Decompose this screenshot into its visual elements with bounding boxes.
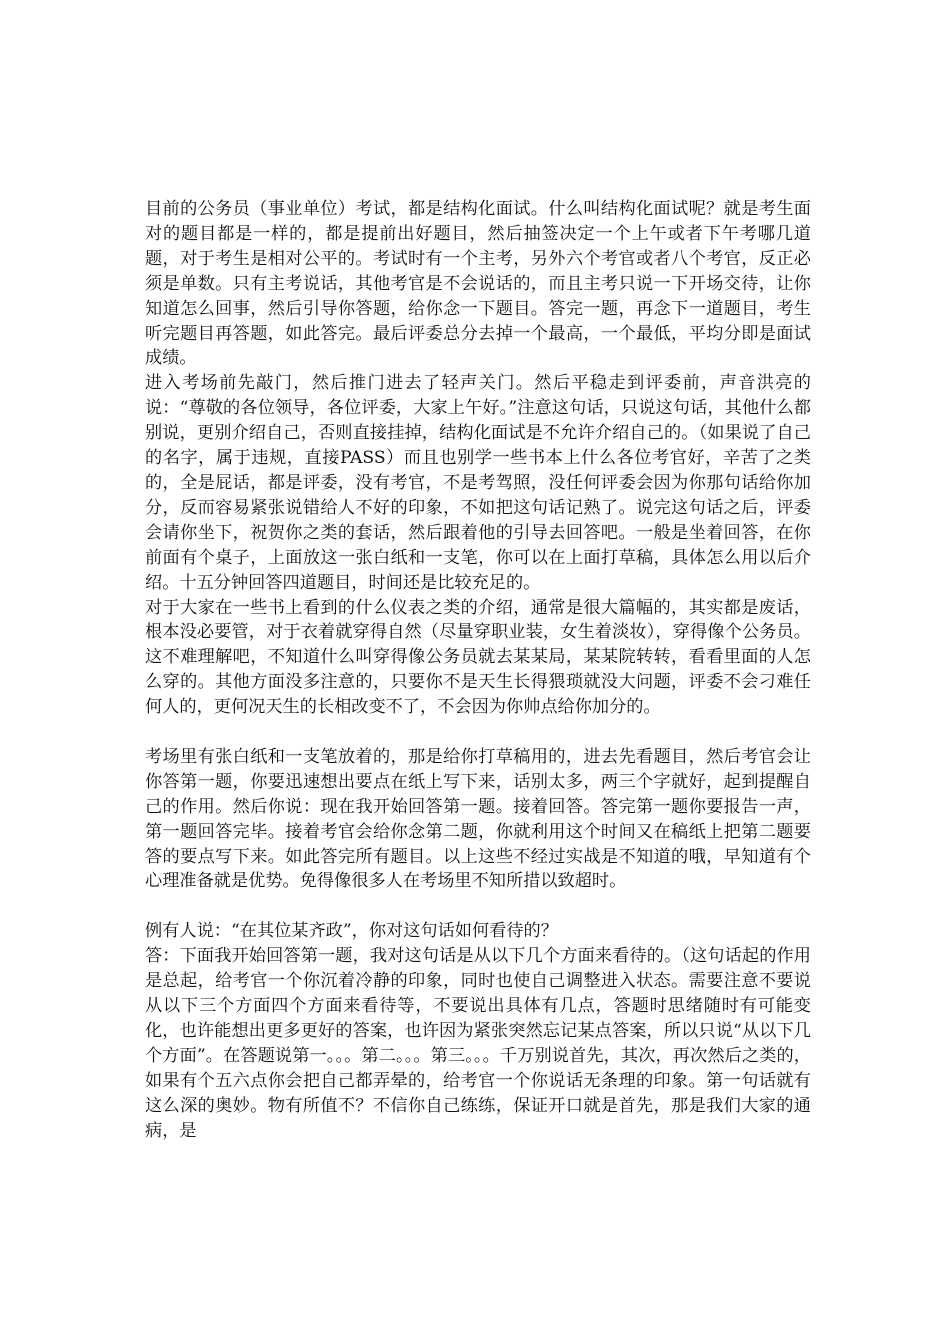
paragraph-appearance-advice: 对于大家在一些书上看到的什么仪表之类的介绍，通常是很大篇幅的，其实都是废话，根本没必要管，对于衣着就穿得自然（尽量穿职业装，女生着淡妆），穿得像个公务员。这不难理解吧，不知道什么叫穿得像公务员就去某某局，某某院转转，看看里面的人怎么穿的。其他方面没多注意的，只要你不是天生长得猥琐就没大问题，评委不会刁难任何人的，更何况天生的长相改变不了，不会因为你帅点给你加分的。 — [145, 597, 811, 718]
paragraph-example-answer: 答：下面我开始回答第一题，我对这句话是从以下几个方面来看待的。（这句话起的作用是总起，给考官一个你沉着冷静的印象，同时也使自己调整进入状态。需要注意不要说从以下三个方面四个方面来看待等，不要说出具体有几点，答题时思绪随时有可能变化，也许能想出更多更好的答案，也许因为紧张突然忘记某点答案，所以只说“从以下几个方面”。在答题说第一。。。第二。。。第三。。。千万别说首先，其次，再次然后之类的，如果有个五六点你会把自己都弄晕的，给考官一个你说话无条理的印象。第一句话就有这么深的奥妙。物有所值不？不信你自己练练，保证开口就是首先，那是我们大家的通病，是 — [145, 946, 811, 1141]
blank-line — [145, 720, 811, 745]
document-body — [145, 197, 811, 1143]
blank-line — [145, 894, 811, 919]
paragraph-scratch-paper-usage: 考场里有张白纸和一支笔放着的，那是给你打草稿用的，进去先看题目，然后考官会让你答第一题，你要迅速想出要点在纸上写下来，话别太多，两三个字就好，起到提醒自己的作用。然后你说：现在我开始回答第一题。接着回答。答完第一题你要报告一声，第一题回答完毕。接着考官会给你念第二题，你就利用这个时间又在稿纸上把第二题要答的要点写下来。如此答完所有题目。以上这些不经过实战是不知道的哦，早知道有个心理准备就是优势。免得像很多人在考场里不知所措以致超时。 — [145, 746, 811, 892]
paragraph-entering-exam-room: 进入考场前先敲门，然后推门进去了轻声关门。然后平稳走到评委前，声音洪亮的说：“尊敬的各位领导，各位评委，大家上午好。”注意这句话，只说这句话，其他什么都别说，更别介绍自己，否则直接挂掉，结构化面试是不允许介绍自己的。（如果说了自己的名字，属于违规，直接PASS）而且也别学一些书本上什么各位考官好，辛苦了之类的，全是屁话，都是评委，没有考官，不是考驾照，没任何评委会因为你那句话给你加分，反而容易紧张说错给人不好的印象，不如把这句话记熟了。说完这句话之后，评委会请你坐下，祝贺你之类的套话，然后跟着他的引导去回答吧。一般是坐着回答，在你前面有个桌子，上面放这一张白纸和一支笔，你可以在上面打草稿，具体怎么用以后介绍。十五分钟回答四道题目，时间还是比较充足的。 — [145, 373, 811, 593]
paragraph-structured-interview-intro: 目前的公务员（事业单位）考试，都是结构化面试。什么叫结构化面试呢？就是考生面对的题目都是一样的，都是提前出好题目，然后抽签决定一个上午或者下午考哪几道题，对于考生是相对公平的。考试时有一个主考，另外六个考官或者八个考官，反正必须是单数。只有主考说话，其他考官是不会说话的，而且主考只说一下开场交待，让你知道怎么回事，然后引导你答题，给你念一下题目。答完一题，再念下一道题目，考生听完题目再答题，如此答完。最后评委总分去掉一个最高，一个最低，平均分即是面试成绩。 — [145, 199, 811, 369]
paragraph-example-question: 例有人说：“在其位某齐政”，你对这句话如何看待的？ — [145, 921, 558, 942]
